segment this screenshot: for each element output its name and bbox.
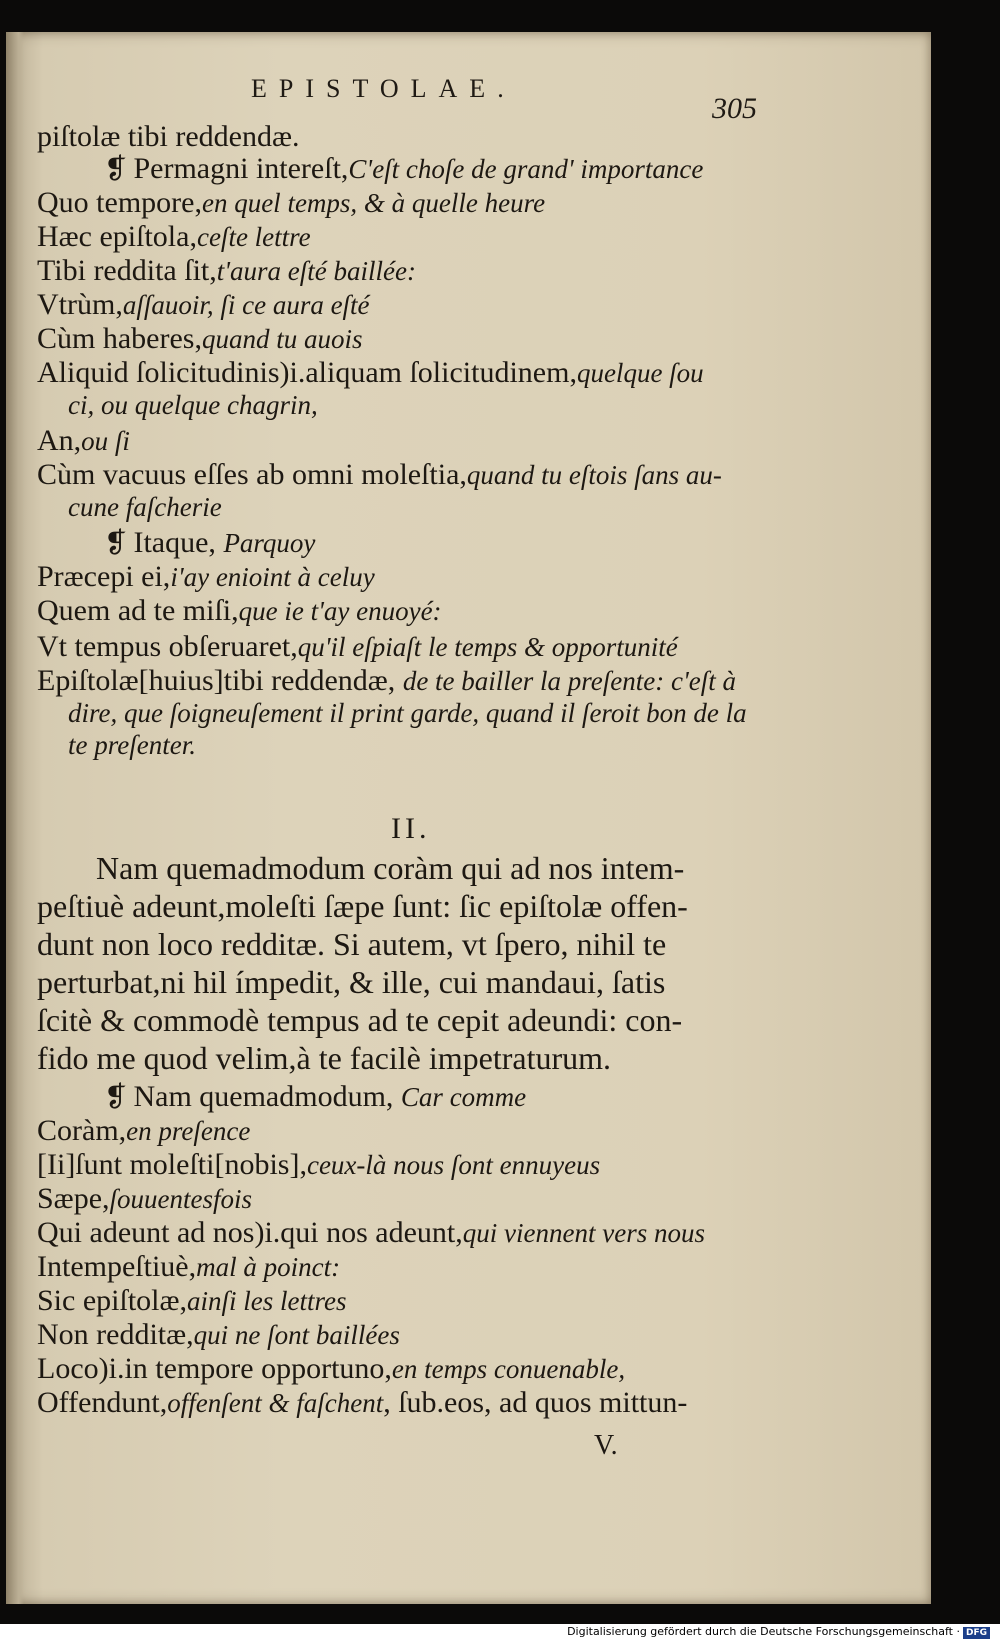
gloss-line-19: te preſenter. xyxy=(68,730,196,760)
credit-text: Digitalisierung gefördert durch die Deutsche Forschungsgemeinschaft · xyxy=(567,1625,960,1638)
gloss-line-3: Quo tempore,en quel temps, & à quelle heure xyxy=(37,186,546,219)
digitization-credit xyxy=(567,1625,990,1639)
gloss-line-15: Quem ad te miſi,que ie t'ay enuoyé: xyxy=(37,594,442,627)
gloss-line-12: cune faſcherie xyxy=(68,492,222,522)
gloss-line-24: Qui adeunt ad nos)i.qui nos adeunt,qui viennent vers nous xyxy=(37,1216,705,1249)
gloss-line-21: Coràm,en preſence xyxy=(37,1114,251,1147)
page-number: 305 xyxy=(712,92,757,125)
gloss-line-27: Non redditæ,qui ne ſont baillées xyxy=(37,1318,400,1351)
gloss-line-10: An,ou ſi xyxy=(37,424,130,457)
paragraph-line-6: fido me quod velim,à te facilè impetraturum. xyxy=(37,1040,612,1076)
gloss-line-22: [Ii]ſunt moleſti[nobis],ceux-là nous ſont ennuyeus xyxy=(37,1148,601,1181)
gloss-line-18: dire, que ſoigneuſement il print garde, quand il ſeroit bon de la xyxy=(68,698,747,728)
paragraph-line-3: dunt non loco redditæ. Si autem, vt ſpero, nihil te xyxy=(37,926,667,962)
gloss-line-13: ❡ Itaque, Parquoy xyxy=(104,526,316,559)
page-gutter-shadow xyxy=(6,32,24,1604)
paragraph-line-1: Nam quemadmodum coràm qui ad nos intem- xyxy=(96,850,685,886)
dfg-logo: DFG xyxy=(963,1627,990,1639)
gloss-line-25: Intempeſtiuè,mal à poinct: xyxy=(37,1250,341,1283)
gloss-line-23: Sæpe,ſouuentesfois xyxy=(37,1182,253,1215)
catchword: V. xyxy=(594,1430,618,1461)
paragraph-line-4: perturbat,ni hil ímpedit, & ille, cui mandaui, ſatis xyxy=(37,964,666,1000)
book-page xyxy=(6,32,931,1604)
gloss-line-11: Cùm vacuus eſſes ab omni moleſtia,quand tu eſtois ſans au- xyxy=(37,458,722,491)
gloss-line-14: Præcepi ei,i'ay enioint à celuy xyxy=(37,560,375,593)
gloss-line-5: Tibi reddita ſit,t'aura eſté baillée: xyxy=(37,254,416,287)
pilcrow-icon: ❡ xyxy=(104,154,128,185)
section-number: II. xyxy=(391,812,431,845)
gloss-line-9: ci, ou quelque chagrin, xyxy=(68,390,318,420)
gloss-line-28: Loco)i.in tempore opportuno,en temps conuenable, xyxy=(37,1352,626,1385)
gloss-line-2: ❡ Permagni intereſt,C'eſt choſe de grand' importance xyxy=(104,152,704,185)
gloss-line-29: Offendunt,offenſent & faſchent, ſub.eos, ad quos mittun- xyxy=(37,1386,688,1419)
gloss-line-20: ❡ Nam quemadmodum, Car comme xyxy=(104,1080,527,1113)
gloss-line-4: Hæc epiſtola,ceſte lettre xyxy=(37,220,311,253)
gloss-line-16: Vt tempus obſeruaret,qu'il eſpiaſt le temps & opportunité xyxy=(37,630,678,663)
gloss-line-7: Cùm haberes,quand tu auois xyxy=(37,322,363,355)
gloss-line-17: Epiſtolæ[huius]tibi reddendæ, de te bailler la preſente: c'eſt à xyxy=(37,664,736,697)
paragraph-line-5: ſcitè & commodè tempus ad te cepit adeundi: con- xyxy=(37,1002,683,1038)
paragraph-line-2: peſtiuè adeunt,moleſti ſæpe ſunt: ſic epiſtolæ offen- xyxy=(37,888,688,924)
gloss-line-6: Vtrùm,aſſauoir, ſi ce aura eſté xyxy=(37,288,370,321)
gloss-line-8: Aliquid ſolicitudinis)i.aliquam ſolicitudinem,quelque ſou xyxy=(37,356,704,389)
gloss-line-1: piſtolæ tibi reddendæ. xyxy=(37,120,300,153)
pilcrow-icon: ❡ xyxy=(104,528,128,559)
pilcrow-icon: ❡ xyxy=(104,1082,128,1113)
running-head: EPISTOLAE. xyxy=(251,74,516,103)
gloss-line-26: Sic epiſtolæ,ainſi les lettres xyxy=(37,1284,347,1317)
